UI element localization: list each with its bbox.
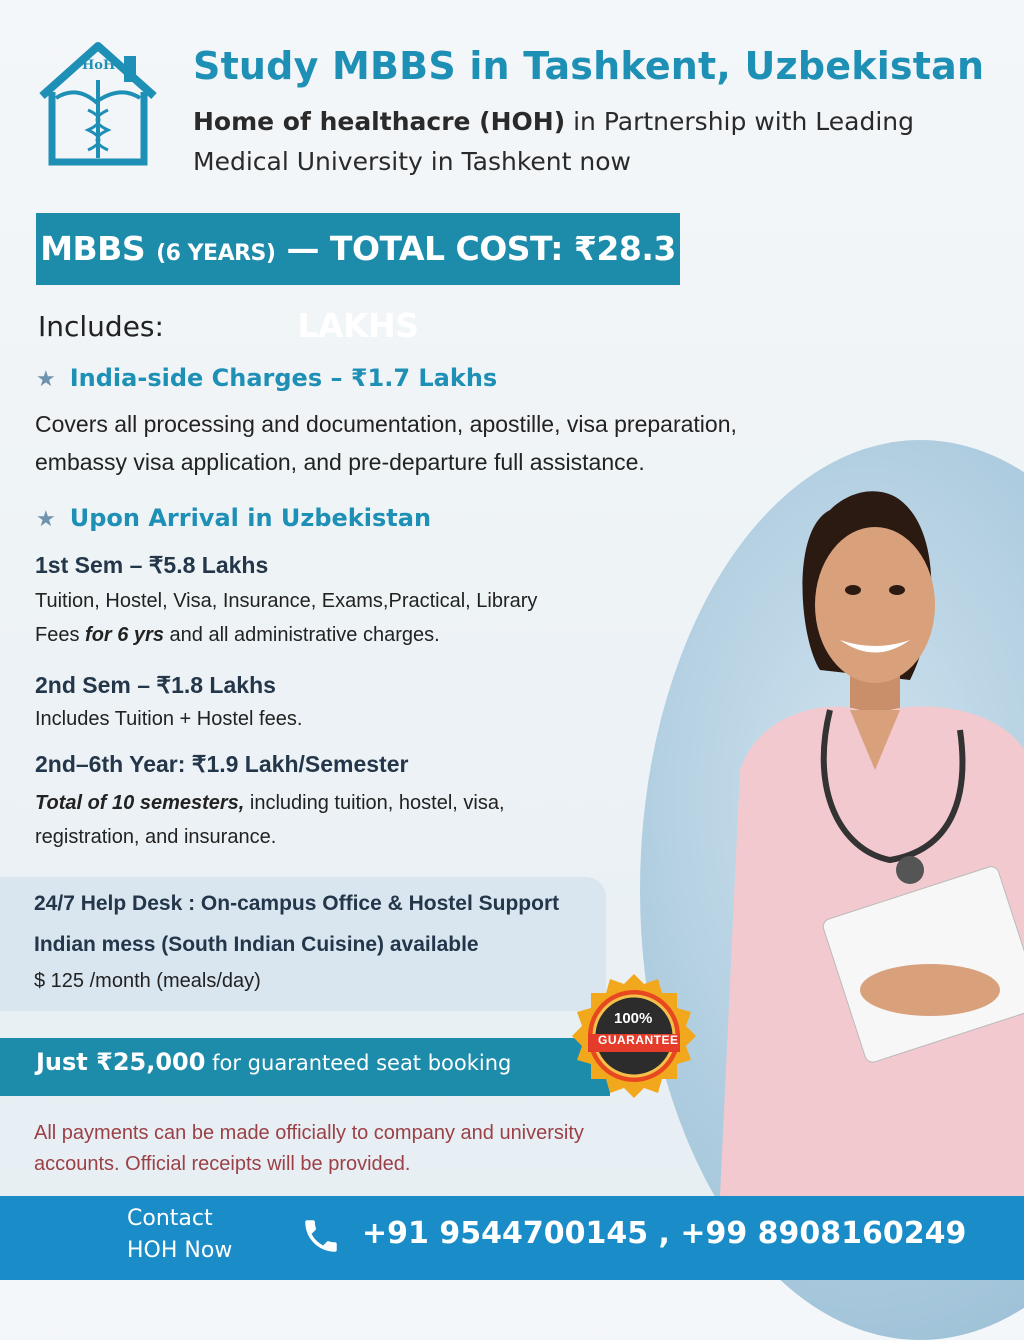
contact-line1: Contact [127, 1206, 213, 1231]
arrival-heading-text: Upon Arrival in Uzbekistan [69, 504, 432, 532]
badge-bottom-text: GUARANTEE [598, 1033, 679, 1047]
arrival-heading [36, 504, 431, 532]
subtitle-line2: Medical University in Tashkent now [193, 147, 631, 176]
brand-name: Home of healthacre (HOH) [193, 107, 566, 136]
cost-prefix: MBBS [40, 229, 157, 268]
sem1-heading: 1st Sem – ₹5.8 Lakhs [35, 552, 269, 578]
sem2-heading: 2nd Sem – ₹1.8 Lakhs [35, 672, 276, 698]
sem2-text: Includes Tuition + Hostel fees. [35, 708, 303, 730]
page-title: Study MBBS in Tashkent, Uzbekistan [193, 44, 985, 88]
phone-icon [300, 1215, 342, 1257]
nurse-photo [700, 470, 1024, 1196]
sem1-text-em: for 6 yrs [85, 624, 164, 646]
phone-numbers[interactable]: +91 9544700145 , +99 8908160249 [362, 1216, 967, 1251]
booking-text [36, 1048, 511, 1076]
logo-text: HoH [82, 58, 116, 73]
payment-note: All payments can be made officially to company and university accounts. Official receipts will be provided. [34, 1122, 584, 1175]
years-text-b: registration, and insurance. [35, 826, 277, 848]
india-side-heading-text: India-side Charges – ₹1.7 Lakhs [69, 364, 498, 392]
india-side-heading [36, 364, 497, 392]
years-text-a: including tuition, hostel, visa, [244, 792, 505, 814]
includes-label: Includes: [38, 310, 164, 343]
subtitle-rest: in Partnership with Leading [565, 107, 915, 136]
years-text [35, 786, 635, 854]
india-side-description: Covers all processing and documentation, apostille, visa preparation, embassy visa application, and pre-departure full assistance. [35, 411, 737, 475]
help-desk-line: 24/7 Help Desk : On-campus Office & Hostel Support [34, 892, 560, 915]
contact-label [127, 1203, 232, 1267]
booking-rest: for guaranteed seat booking [205, 1051, 512, 1075]
sem1-text-b: Fees [35, 624, 86, 646]
sem1-text [35, 584, 635, 652]
star-icon: ★ [36, 366, 56, 391]
cost-years: (6 YEARS) [156, 241, 276, 266]
years-text-em: Total of 10 semesters, [35, 792, 245, 814]
sem1-text-c: and all administrative charges. [163, 624, 440, 646]
badge-top-text: 100% [614, 1010, 653, 1027]
sem1-text-a: Tuition, Hostel, Visa, Insurance, Exams,Practical, Library [35, 590, 538, 612]
contact-line2: HOH Now [127, 1238, 233, 1263]
indian-mess-line: Indian mess (South Indian Cuisine) available [34, 933, 479, 956]
booking-amount: Just ₹25,000 [36, 1048, 206, 1076]
page-subtitle [193, 102, 993, 182]
years-heading: 2nd–6th Year: ₹1.9 Lakh/Semester [35, 751, 409, 777]
mess-price-line: $ 125 /month (meals/day) [34, 970, 261, 992]
star-icon: ★ [36, 506, 56, 531]
cost-suffix: — TOTAL COST: ₹28.3 LAKHS [275, 229, 676, 345]
